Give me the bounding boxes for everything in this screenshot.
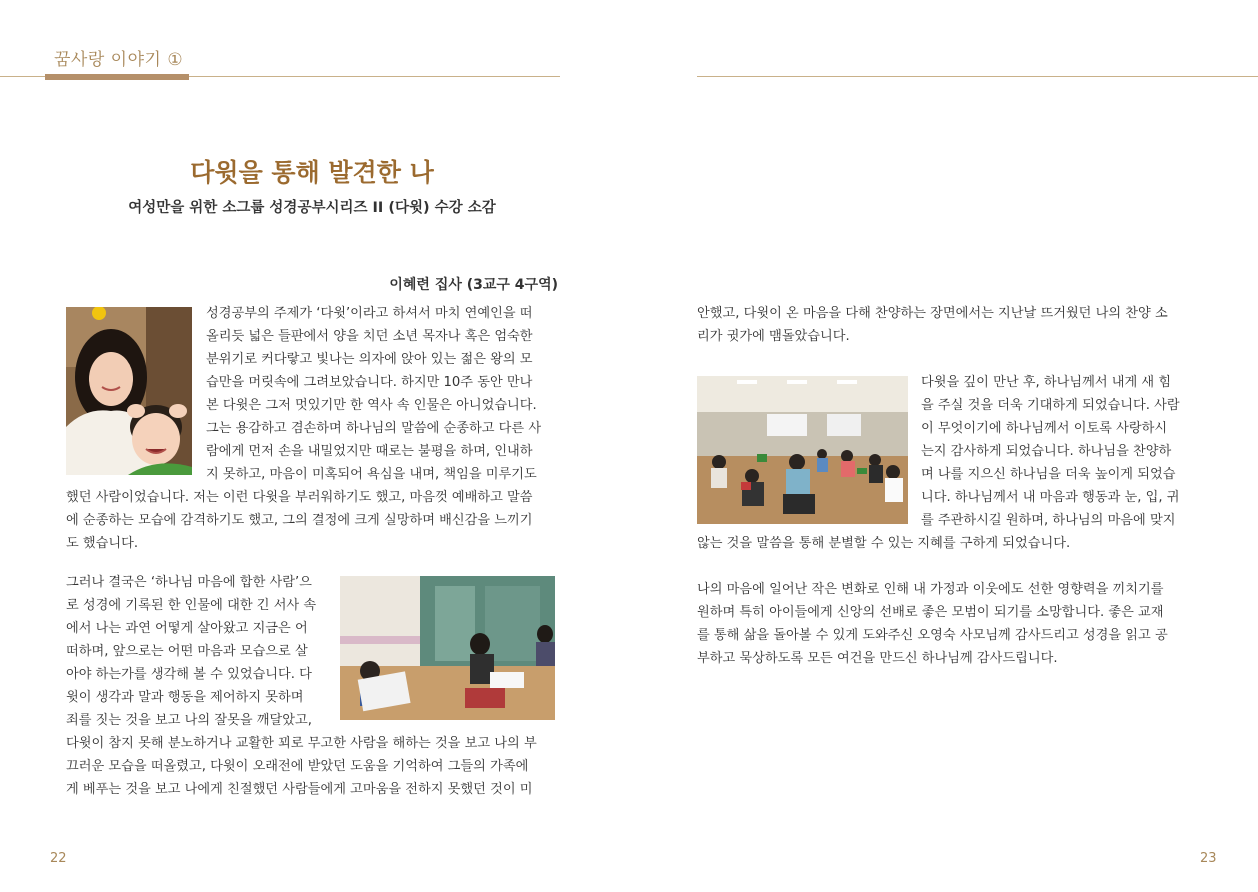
right-para2-full [697, 532, 1191, 555]
text-line: 는지 감사하게 되었습니다. 하나님을 찬양하 [921, 444, 1172, 459]
text-line: 지 못하고, 마음이 미혹되어 욕심을 내며, 책임을 미루기도 [206, 467, 537, 482]
left-para2-full [66, 732, 558, 801]
right-para3 [697, 578, 1191, 670]
text-line: 다윗이 참지 못해 분노하거나 교활한 꾀로 무고한 사람을 해하는 것을 보고 나의 부 [66, 736, 537, 751]
left-para1-wrapped [206, 302, 558, 486]
page-number-left: 22 [50, 851, 67, 866]
text-line: 다윗을 깊이 만난 후, 하나님께서 내게 새 힘 [921, 375, 1172, 390]
text-line: 부하고 묵상하도록 모든 여건을 만드신 하나님께 감사드립니다. [697, 651, 1058, 666]
text-line: 람에게 먼저 손을 내밀었지만 때로는 불평을 하며, 인내하 [206, 444, 533, 459]
text-line: 를 통해 삶을 돌아볼 수 있게 도와주신 오영숙 사모님께 감사드리고 성경을 읽고 공 [697, 628, 1168, 643]
text-line: 했던 사람이었습니다. 저는 이런 다윗을 부러워하기도 했고, 마음껏 예배하고 말씀 [66, 490, 533, 505]
left-para1-full [66, 486, 558, 555]
text-line: 에서 나는 과연 어떻게 살아왔고 지금은 어 [66, 621, 308, 636]
right-para1 [697, 302, 1191, 348]
article-title: 다윗을 통해 발견한 나 [190, 158, 434, 187]
text-line: 게 베푸는 것을 보고 나에게 친절했던 사람들에게 고마움을 전하지 못했던 것이 미 [66, 782, 533, 797]
page-number-right: 23 [1200, 851, 1217, 866]
text-line: 끄러운 모습을 떠올렸고, 다윗이 오래전에 받았던 도움을 기억하여 그들의 가족에 [66, 759, 529, 774]
text-line: 성경공부의 주제가 ‘다윗’이라고 하셔서 마치 연예인을 떠 [206, 306, 533, 321]
article-subtitle: 여성만을 위한 소그룹 성경공부시리즈 II (다윗) 수강 소감 [128, 200, 496, 216]
header-rule-accent [45, 74, 189, 80]
text-line: 올리듯 넓은 들판에서 양을 치던 소년 목자나 혹은 엄숙한 [206, 329, 533, 344]
text-line: 리가 귓가에 맴돌았습니다. [697, 329, 850, 344]
photo-mother-child [66, 307, 192, 475]
text-line: 며 나를 지으신 하나님을 더욱 높이게 되었습 [921, 467, 1176, 482]
photo-study-room [340, 576, 555, 720]
text-line: 를 주관하시길 원하며, 하나님의 마음에 맞지 [921, 513, 1176, 528]
text-line: 죄를 짓는 것을 보고 나의 잘못을 깨달았고, [66, 713, 312, 728]
text-line: 안했고, 다윗이 온 마음을 다해 찬양하는 장면에서는 지난날 뜨거웠던 나의 찬양 소 [697, 306, 1168, 321]
header-rule-right [697, 76, 1258, 77]
article-author: 이혜련 집사 (3교구 4구역) [389, 277, 558, 293]
right-para2-wrapped [921, 371, 1191, 532]
text-line: 이 무엇이기에 하나님께서 이토록 사랑하시 [921, 421, 1168, 436]
text-line: 로 성경에 기록된 한 인물에 대한 긴 서사 속 [66, 598, 317, 613]
text-line: 본 다윗은 그저 멋있기만 한 역사 속 인물은 아니었습니다. [206, 398, 537, 413]
text-line: 에 순종하는 모습에 감격하기도 했고, 그의 결정에 크게 실망하며 배신감을 느끼기 [66, 513, 533, 528]
text-line: 을 주실 것을 더욱 기대하게 되었습니다. 사람 [921, 398, 1180, 413]
text-line: 그러나 결국은 ‘하나님 마음에 합한 사람’으 [66, 575, 312, 590]
text-line: 원하며 특히 아이들에게 신앙의 선배로 좋은 모범이 되기를 소망합니다. 좋은 교재 [697, 605, 1164, 620]
text-line: 습만을 머릿속에 그려보았습니다. 하지만 10주 동안 만나 [206, 375, 533, 390]
text-line: 떠하며, 앞으로는 어떤 마음과 모습으로 살 [66, 644, 308, 659]
text-line: 도 했습니다. [66, 536, 139, 551]
section-label: 꿈사랑 이야기 ① [54, 50, 184, 70]
left-para2-wrapped [66, 571, 328, 732]
text-line: 윗이 생각과 말과 행동을 제어하지 못하며 [66, 690, 304, 705]
text-line: 않는 것을 말씀을 통해 분별할 수 있는 지혜를 구하게 되었습니다. [697, 536, 1071, 551]
text-line: 니다. 하나님께서 내 마음과 행동과 눈, 입, 귀 [921, 490, 1180, 505]
text-line: 아야 하는가를 생각해 볼 수 있었습니다. 다 [66, 667, 312, 682]
photo-classroom-circle [697, 376, 908, 524]
text-line: 나의 마음에 일어난 작은 변화로 인해 내 가정과 이웃에도 선한 영향력을 끼치기를 [697, 582, 1164, 597]
text-line: 그는 용감하고 겸손하며 하나님의 말씀에 순종하고 다른 사 [206, 421, 542, 436]
text-line: 분위기로 커다랗고 빛나는 의자에 앉아 있는 젊은 왕의 모 [206, 352, 533, 367]
